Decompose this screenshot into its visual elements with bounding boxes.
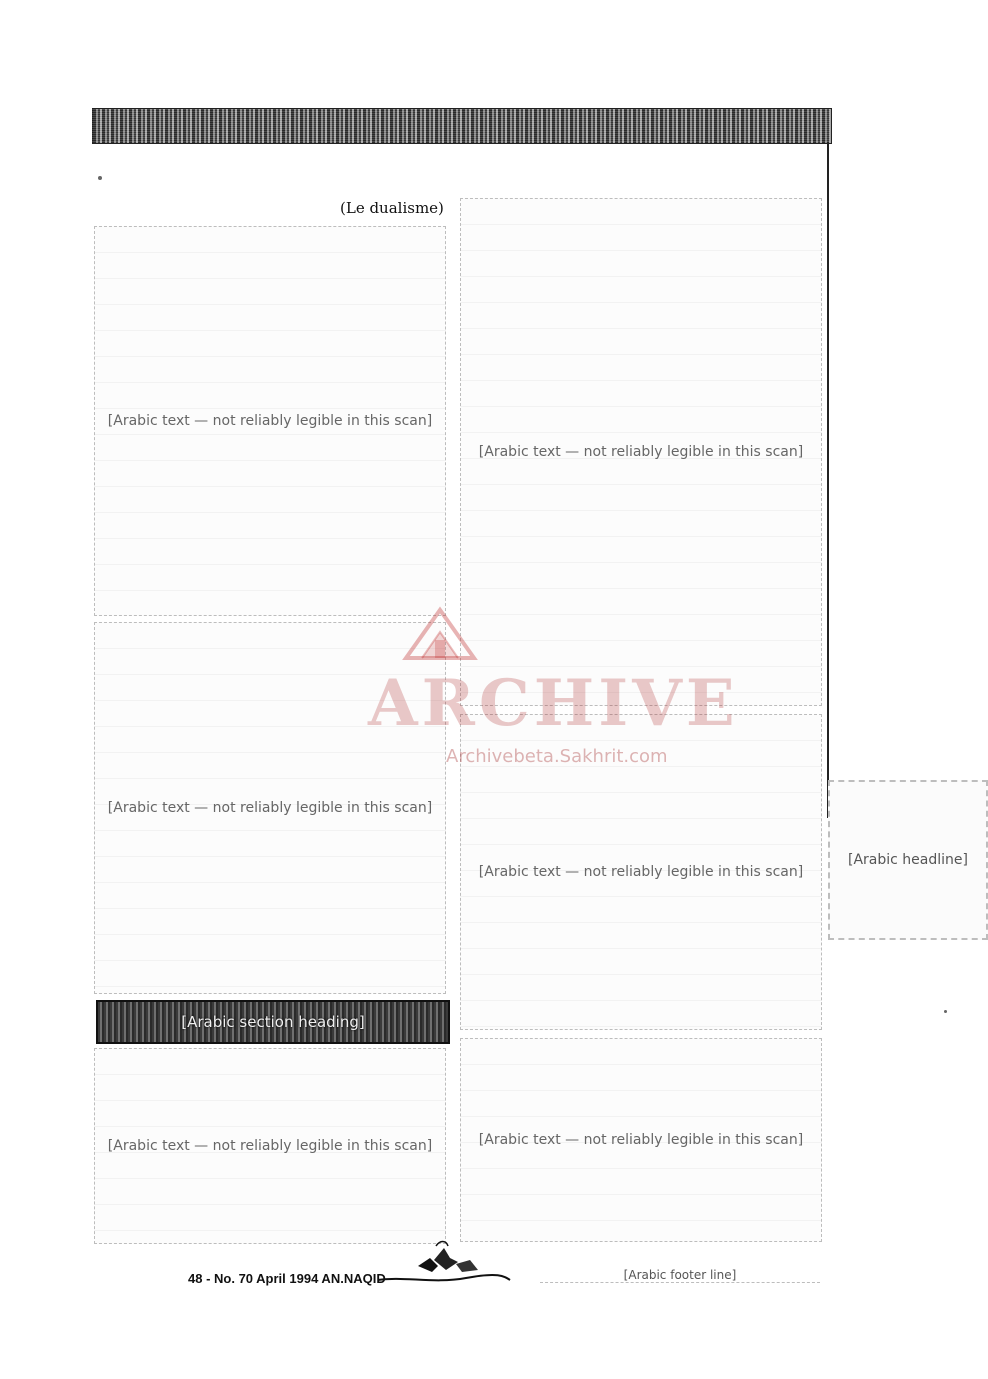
section-heading: [Arabic section heading] bbox=[181, 1013, 365, 1031]
sidebar-headline-text: [Arabic headline] bbox=[848, 852, 968, 868]
latin-term: (Le dualisme) bbox=[340, 199, 444, 217]
left-paragraph-2-text: [Arabic text — not reliably legible in this scan] bbox=[107, 800, 433, 816]
frame-rule-right bbox=[827, 142, 829, 780]
section-heading-box bbox=[96, 1000, 450, 1044]
right-paragraph-2-text: [Arabic text — not reliably legible in this scan] bbox=[478, 864, 804, 880]
footer-arabic: [Arabic footer line] bbox=[540, 1268, 820, 1283]
left-paragraph-intro-text: [Arabic text — not reliably legible in this scan] bbox=[107, 413, 433, 429]
right-column bbox=[460, 198, 822, 1246]
footer-english: 48 - No. 70 April 1994 AN.NAQID bbox=[188, 1271, 386, 1286]
sidebar-headline bbox=[828, 780, 988, 940]
right-paragraph-1-text: [Arabic text — not reliably legible in this scan] bbox=[478, 444, 804, 460]
scan-speck bbox=[98, 176, 102, 180]
left-section-paragraph-text: [Arabic text — not reliably legible in this scan] bbox=[107, 1138, 433, 1154]
watermark-url: Archivebeta.Sakhrit.com bbox=[446, 746, 668, 767]
right-paragraph-1 bbox=[460, 198, 822, 706]
right-paragraph-3-text: [Arabic text — not reliably legible in this scan] bbox=[478, 1132, 804, 1148]
left-paragraph-intro bbox=[94, 226, 446, 616]
header-strip-texture bbox=[92, 108, 830, 142]
left-section-paragraph bbox=[94, 1048, 446, 1244]
watermark-word: ARCHIVE bbox=[368, 666, 739, 741]
right-paragraph-2 bbox=[460, 714, 822, 1030]
scan-speck bbox=[944, 1010, 947, 1013]
right-paragraph-3 bbox=[460, 1038, 822, 1242]
left-section-column bbox=[94, 1048, 446, 1244]
footer-figure-icon bbox=[374, 1236, 514, 1292]
left-paragraph-2 bbox=[94, 622, 446, 994]
